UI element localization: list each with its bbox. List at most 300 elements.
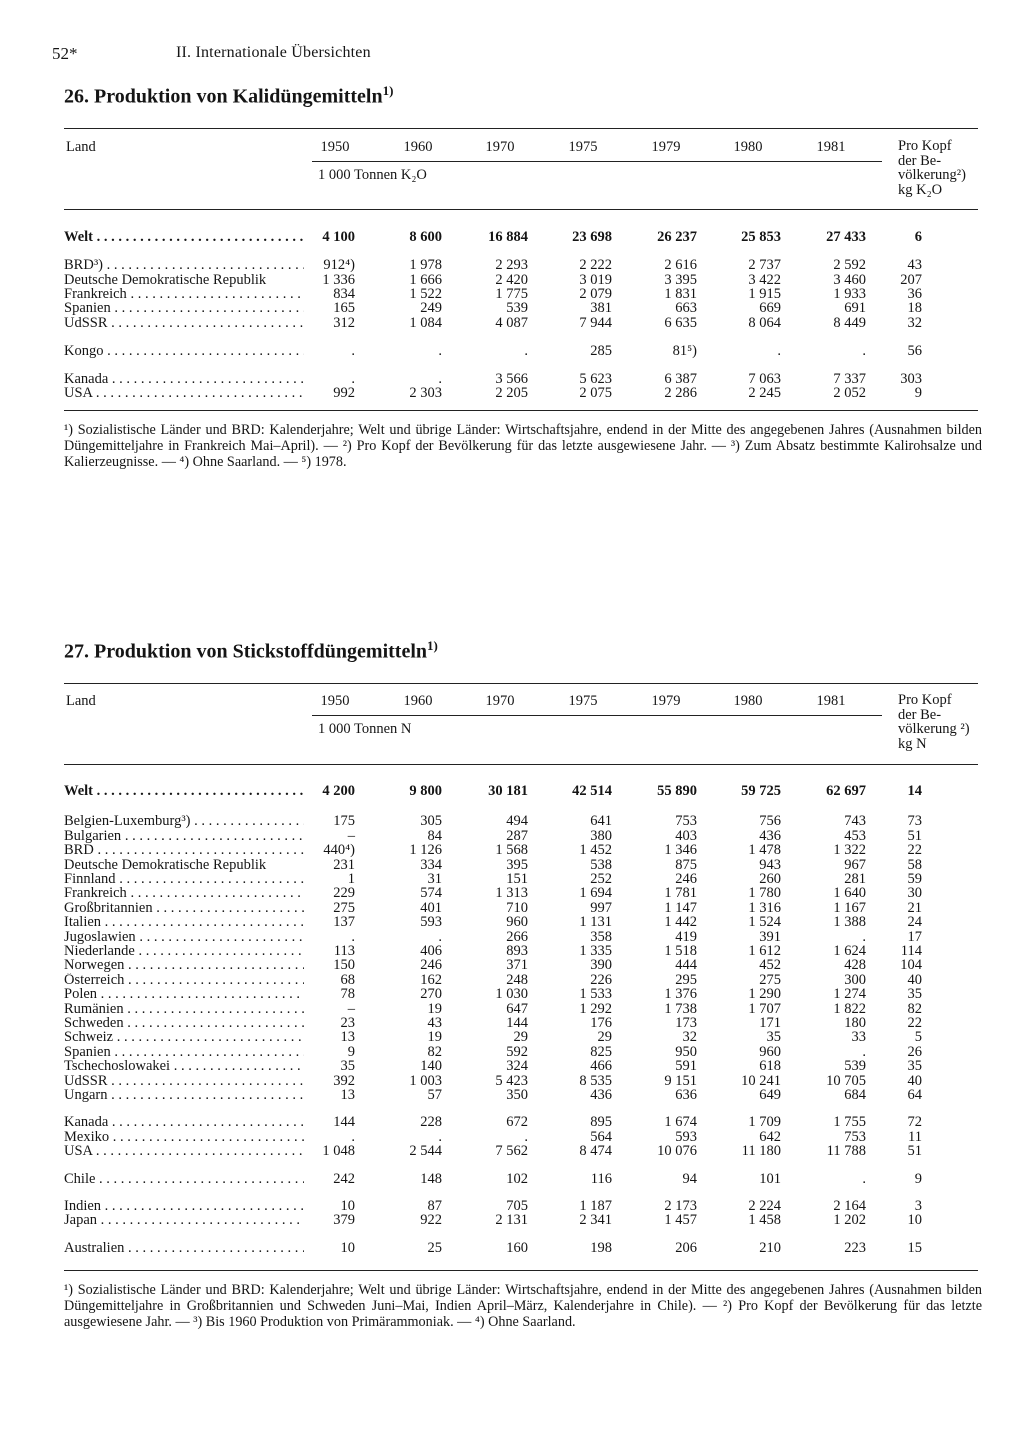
value-cell: 29 xyxy=(513,1029,528,1046)
country-label: Belgien-Luxemburg³) . . . xyxy=(64,814,304,829)
value-cell: 1 458 xyxy=(748,1212,781,1229)
value-cell: 312 xyxy=(333,314,355,331)
value-cell: . xyxy=(351,371,355,388)
table27-bottom-rule xyxy=(64,1270,978,1271)
value-cell: 1 694 xyxy=(579,885,612,902)
value-cell: 2 079 xyxy=(579,285,612,302)
country-label: Frankreich . . . xyxy=(64,886,304,901)
value-cell: 246 xyxy=(675,871,697,887)
table26-header-rule xyxy=(64,209,978,210)
value-cell: 26 237 xyxy=(657,229,697,245)
value-cell: 260 xyxy=(759,871,781,887)
value-cell: 440⁴) xyxy=(323,842,355,859)
table27-row xyxy=(64,973,956,988)
country-label: Deutsche Demokratische Republik xyxy=(64,857,267,873)
value-cell: 223 xyxy=(844,1239,866,1256)
table27-footnote: ¹) Sozialistische Länder und BRD: Kalenderjahre; Welt und übrige Länder: Wirtschaftsjahre, endend in der Mitte des angegebenen Jahres (Ausnahmen bilden Düngemitteljahre in Großbritannien und Schweden Juni–Mai, Indien April–März, Kalenderjahre in Chile). — ²) Pro Kopf der Bevölkerung für das letzte ausgewiesene Jahr. — ³) Bis 1960 Produktion von Primärammoniak. — ⁴) Ohne Saarland. xyxy=(64,1282,982,1330)
value-cell: 1 738 xyxy=(664,1000,697,1017)
value-cell: 19 xyxy=(427,1029,442,1046)
value-cell: 452 xyxy=(759,957,781,974)
value-cell: 252 xyxy=(590,871,612,887)
value-cell: 10 241 xyxy=(741,1072,781,1089)
value-cell: 756 xyxy=(759,813,781,830)
country-label: USA . . . xyxy=(64,386,304,401)
value-cell: 1 568 xyxy=(495,842,528,859)
value-cell: 2 293 xyxy=(495,257,528,274)
value-cell: 226 xyxy=(590,971,612,988)
value-cell: 641 xyxy=(590,813,612,830)
country-label: Norwegen . . . xyxy=(64,958,304,973)
value-cell: 967 xyxy=(844,856,866,873)
value-cell: 43 xyxy=(427,1015,442,1031)
table26-row xyxy=(64,273,956,288)
value-cell: 150 xyxy=(333,957,355,974)
value-cell: 10 xyxy=(340,1239,355,1256)
table27-row xyxy=(64,915,956,930)
value-cell: 2 164 xyxy=(833,1198,866,1214)
per-capita-cell: 18 xyxy=(907,300,922,317)
value-cell: 1 131 xyxy=(579,914,612,931)
country-label: Schweden . . . xyxy=(64,1016,304,1031)
value-cell: 6 635 xyxy=(664,314,697,331)
country-label: BRD . . . xyxy=(64,843,304,858)
value-cell: 144 xyxy=(506,1015,528,1031)
value-cell: 82 xyxy=(427,1043,442,1060)
value-cell: 1 048 xyxy=(322,1143,355,1160)
country-label: Österreich . . . xyxy=(64,973,304,988)
per-capita-cell: 40 xyxy=(907,971,922,988)
table26-row xyxy=(64,258,956,273)
per-capita-cell: 10 xyxy=(907,1212,922,1229)
table27-row xyxy=(64,1199,956,1214)
table27-title xyxy=(64,638,438,664)
per-capita-cell: 114 xyxy=(900,943,922,959)
table27-row xyxy=(64,1115,956,1130)
table27-row xyxy=(64,1074,956,1089)
value-cell: 379 xyxy=(333,1212,355,1229)
value-cell: 2 205 xyxy=(495,385,528,402)
value-cell: 663 xyxy=(675,300,697,317)
table27-year-header: 1970 xyxy=(485,693,515,709)
country-label: Italien . . . xyxy=(64,915,304,930)
value-cell: 1 376 xyxy=(664,986,697,1003)
value-cell: 10 076 xyxy=(657,1143,697,1160)
value-cell: 371 xyxy=(506,957,528,974)
value-cell: 57 xyxy=(427,1087,442,1103)
value-cell: 403 xyxy=(675,827,697,844)
value-cell: 453 xyxy=(844,827,866,844)
value-cell: 5 423 xyxy=(495,1072,528,1089)
table26-footnote: ¹) Sozialistische Länder und BRD: Kalenderjahre; Welt und übrige Länder: Wirtschaftsjahre, endend in der Mitte des angegebenen Jahres (Ausnahmen bilden Düngemitteljahre in Frankreich Mai–April). — ²) Pro Kopf der Bevölkerung für das letzte ausgewiesene Jahr. — ³) Zum Absatz bestimmte Kalirohsalze und Kalierzeugnisse. — ⁴) Ohne Saarland. — ⁵) 1978. xyxy=(64,422,982,470)
table27-row xyxy=(64,784,956,799)
per-capita-cell: 14 xyxy=(907,783,922,799)
table27-year-header: 1979 xyxy=(651,693,681,709)
value-cell: 743 xyxy=(844,813,866,830)
country-label: Kanada . . . xyxy=(64,1115,304,1130)
country-label: Spanien . . . xyxy=(64,301,304,316)
table27-top-rule xyxy=(64,683,978,684)
value-cell: 1 781 xyxy=(664,885,697,902)
country-label: Welt . . . xyxy=(64,230,304,245)
table27-row xyxy=(64,944,956,959)
value-cell: 574 xyxy=(420,885,442,902)
value-cell: 175 xyxy=(333,813,355,830)
value-cell: 3 460 xyxy=(833,271,866,288)
table26-year-header: 1980 xyxy=(733,139,763,155)
per-capita-cell: 303 xyxy=(900,371,922,388)
value-cell: . xyxy=(351,342,355,359)
value-cell: 1 780 xyxy=(748,885,781,902)
value-cell: 539 xyxy=(844,1058,866,1075)
value-cell: 84 xyxy=(427,827,442,844)
per-capita-cell: 73 xyxy=(907,813,922,830)
value-cell: 281 xyxy=(844,871,866,887)
table26-perhead-line: Pro Kopf xyxy=(898,138,952,154)
country-label: Kongo . . . xyxy=(64,344,304,359)
value-cell: . xyxy=(862,928,866,945)
value-cell: 1 274 xyxy=(833,986,866,1003)
value-cell: 4 200 xyxy=(322,783,355,799)
table27-row xyxy=(64,1213,956,1228)
value-cell: 7 562 xyxy=(495,1143,528,1160)
value-cell: 2 341 xyxy=(579,1212,612,1229)
per-capita-cell: 104 xyxy=(900,957,922,974)
value-cell: 55 890 xyxy=(657,783,697,799)
value-cell: 2 544 xyxy=(409,1143,442,1160)
country-label: Finnland . . . xyxy=(64,872,304,887)
value-cell: 1 612 xyxy=(748,943,781,959)
value-cell: 198 xyxy=(590,1239,612,1256)
value-cell: 275 xyxy=(333,899,355,916)
value-cell: 5 623 xyxy=(579,371,612,388)
value-cell: 1 533 xyxy=(579,986,612,1003)
table27-title-text: Produktion von Stickstoffdüngemitteln xyxy=(94,640,428,663)
per-capita-cell: 21 xyxy=(907,899,922,916)
table26-perhead-line: völkerung²) xyxy=(898,167,966,183)
section-title: II. Internationale Übersichten xyxy=(176,44,371,61)
value-cell: 466 xyxy=(590,1058,612,1075)
value-cell: 1 442 xyxy=(664,914,697,931)
value-cell: 647 xyxy=(506,1000,528,1017)
value-cell: . xyxy=(351,928,355,945)
value-cell: . xyxy=(438,371,442,388)
per-capita-cell: 51 xyxy=(907,1143,922,1160)
value-cell: 295 xyxy=(675,971,697,988)
value-cell: 591 xyxy=(675,1058,697,1075)
value-cell: 144 xyxy=(333,1114,355,1131)
table26-perhead-line: kg K₂O xyxy=(898,181,943,198)
table27-header-subrule xyxy=(312,715,882,716)
value-cell: 436 xyxy=(759,827,781,844)
value-cell: 943 xyxy=(759,856,781,873)
table26-year-header: 1950 xyxy=(320,139,350,155)
value-cell: 3 019 xyxy=(579,271,612,288)
value-cell: 87 xyxy=(427,1198,442,1214)
table27-row xyxy=(64,814,956,829)
value-cell: – xyxy=(347,827,355,844)
per-capita-cell: 56 xyxy=(907,342,922,359)
value-cell: 960 xyxy=(506,914,528,931)
value-cell: 35 xyxy=(766,1029,781,1046)
value-cell: 912⁴) xyxy=(323,257,355,274)
value-cell: 1 167 xyxy=(833,899,866,916)
table26-row xyxy=(64,316,956,331)
country-label: Schweiz . . . xyxy=(64,1030,304,1045)
table27-year-header: 1981 xyxy=(816,693,846,709)
table27-row xyxy=(64,886,956,901)
value-cell: 137 xyxy=(333,914,355,931)
per-capita-cell: 9 xyxy=(914,1170,922,1187)
value-cell: 206 xyxy=(675,1239,697,1256)
table26-title-text: Produktion von Kalidüngemitteln xyxy=(94,85,383,108)
value-cell: 401 xyxy=(420,899,442,916)
value-cell: 23 xyxy=(340,1015,355,1031)
table27-header-rule xyxy=(64,764,978,765)
value-cell: 285 xyxy=(590,342,612,359)
value-cell: 997 xyxy=(590,899,612,916)
value-cell: 11 788 xyxy=(826,1143,866,1160)
value-cell: 16 884 xyxy=(488,229,528,245)
value-cell: 1 822 xyxy=(833,1000,866,1017)
value-cell: 334 xyxy=(420,856,442,873)
per-capita-cell: 22 xyxy=(907,842,922,859)
value-cell: 494 xyxy=(506,813,528,830)
value-cell: 231 xyxy=(333,856,355,873)
value-cell: 9 151 xyxy=(664,1072,697,1089)
value-cell: 78 xyxy=(340,986,355,1003)
value-cell: 2 052 xyxy=(833,385,866,402)
value-cell: 2 737 xyxy=(748,257,781,274)
value-cell: 33 xyxy=(851,1029,866,1046)
per-capita-cell: 22 xyxy=(907,1015,922,1031)
value-cell: 180 xyxy=(844,1015,866,1031)
value-cell: 29 xyxy=(597,1029,612,1046)
table27-row xyxy=(64,1130,956,1145)
value-cell: 242 xyxy=(333,1170,355,1187)
table27-row xyxy=(64,1002,956,1017)
value-cell: 2 303 xyxy=(409,385,442,402)
value-cell: 1 346 xyxy=(664,842,697,859)
value-cell: . xyxy=(862,1170,866,1187)
table26-bottom-rule xyxy=(64,410,978,411)
value-cell: 1 003 xyxy=(409,1072,442,1089)
table27-row xyxy=(64,958,956,973)
value-cell: 102 xyxy=(506,1170,528,1187)
value-cell: 228 xyxy=(420,1114,442,1131)
table27-year-header: 1960 xyxy=(403,693,433,709)
value-cell: 705 xyxy=(506,1198,528,1214)
table27-perhead-line: kg N xyxy=(898,735,927,752)
table26-year-header: 1975 xyxy=(568,139,598,155)
table26-perhead-line: der Be- xyxy=(898,152,942,169)
value-cell: . xyxy=(351,1128,355,1145)
value-cell: . xyxy=(777,342,781,359)
value-cell: 593 xyxy=(420,914,442,931)
country-label: Kanada . . . xyxy=(64,372,304,387)
value-cell: 68 xyxy=(340,971,355,988)
value-cell: 6 387 xyxy=(664,371,697,388)
value-cell: 395 xyxy=(506,856,528,873)
value-cell: 113 xyxy=(333,943,355,959)
value-cell: 4 100 xyxy=(322,229,355,245)
country-label: Tschechoslowakei . . . xyxy=(64,1059,304,1074)
value-cell: 210 xyxy=(759,1239,781,1256)
value-cell: 173 xyxy=(675,1015,697,1031)
value-cell: 1 709 xyxy=(748,1114,781,1131)
value-cell: 1 915 xyxy=(748,285,781,302)
value-cell: 275 xyxy=(759,971,781,988)
table27-row xyxy=(64,930,956,945)
value-cell: 8 064 xyxy=(748,314,781,331)
value-cell: 1 335 xyxy=(579,943,612,959)
country-label: Ungarn . . . xyxy=(64,1088,304,1103)
per-capita-cell: 35 xyxy=(907,986,922,1003)
table27-row xyxy=(64,1045,956,1060)
table26-number: 26. xyxy=(64,85,89,108)
value-cell: 950 xyxy=(675,1043,697,1060)
table26-row xyxy=(64,344,956,359)
table27-perhead-line: völkerung ²) xyxy=(898,721,970,737)
per-capita-cell: 36 xyxy=(907,285,922,302)
table27-row xyxy=(64,901,956,916)
per-capita-cell: 30 xyxy=(907,885,922,902)
value-cell: 249 xyxy=(420,300,442,317)
value-cell: 1 457 xyxy=(664,1212,697,1229)
table26-row xyxy=(64,230,956,245)
value-cell: 171 xyxy=(759,1015,781,1031)
value-cell: 1 292 xyxy=(579,1000,612,1017)
value-cell: 380 xyxy=(590,827,612,844)
table27-unit: 1 000 Tonnen N xyxy=(318,721,412,737)
table26-row xyxy=(64,386,956,401)
value-cell: 1 084 xyxy=(409,314,442,331)
value-cell: 1 524 xyxy=(748,914,781,931)
value-cell: 350 xyxy=(506,1087,528,1103)
value-cell: 246 xyxy=(420,957,442,974)
value-cell: 1 978 xyxy=(409,257,442,274)
value-cell: 7 337 xyxy=(833,371,866,388)
per-capita-cell: 9 xyxy=(914,385,922,402)
table27-row xyxy=(64,1088,956,1103)
per-capita-cell: 207 xyxy=(900,271,922,288)
country-label: Spanien . . . xyxy=(64,1045,304,1060)
table27-row xyxy=(64,1172,956,1187)
value-cell: 2 286 xyxy=(664,385,697,402)
table27-year-header: 1950 xyxy=(320,693,350,709)
value-cell: 3 566 xyxy=(495,371,528,388)
value-cell: 649 xyxy=(759,1087,781,1103)
value-cell: 1 316 xyxy=(748,899,781,916)
value-cell: 162 xyxy=(420,971,442,988)
table27-row xyxy=(64,1241,956,1256)
value-cell: 642 xyxy=(759,1128,781,1145)
value-cell: 35 xyxy=(340,1058,355,1075)
value-cell: 13 xyxy=(340,1087,355,1103)
value-cell: 1 388 xyxy=(833,914,866,931)
value-cell: 538 xyxy=(590,856,612,873)
value-cell: 1 290 xyxy=(748,986,781,1003)
value-cell: 753 xyxy=(844,1128,866,1145)
value-cell: 1 640 xyxy=(833,885,866,902)
table27-year-header: 1975 xyxy=(568,693,598,709)
country-label: Indien . . . xyxy=(64,1199,304,1214)
value-cell: 19 xyxy=(427,1000,442,1017)
country-label: Welt . . . xyxy=(64,784,304,799)
table27-row xyxy=(64,843,956,858)
value-cell: 160 xyxy=(506,1239,528,1256)
value-cell: 1 755 xyxy=(833,1114,866,1131)
per-capita-cell: 15 xyxy=(907,1239,922,1256)
value-cell: 3 395 xyxy=(664,271,697,288)
per-capita-cell: 64 xyxy=(907,1087,922,1103)
value-cell: 444 xyxy=(675,957,697,974)
value-cell: 960 xyxy=(759,1043,781,1060)
per-capita-cell: 72 xyxy=(907,1114,922,1131)
table27-row xyxy=(64,858,956,873)
value-cell: 2 131 xyxy=(495,1212,528,1229)
value-cell: 27 433 xyxy=(826,229,866,245)
value-cell: 30 181 xyxy=(488,783,528,799)
table27-row xyxy=(64,1016,956,1031)
per-capita-cell: 11 xyxy=(908,1128,922,1145)
value-cell: 94 xyxy=(682,1170,697,1187)
value-cell: 25 853 xyxy=(741,229,781,245)
value-cell: 229 xyxy=(333,885,355,902)
value-cell: 9 800 xyxy=(409,783,442,799)
per-capita-cell: 26 xyxy=(907,1043,922,1060)
value-cell: 669 xyxy=(759,300,781,317)
per-capita-cell: 32 xyxy=(907,314,922,331)
table26-header-subrule xyxy=(312,161,882,162)
table26-title-note: 1) xyxy=(382,83,394,98)
value-cell: 1 030 xyxy=(495,986,528,1003)
value-cell: 42 514 xyxy=(572,783,612,799)
value-cell: 32 xyxy=(682,1029,697,1046)
country-label: Japan . . . xyxy=(64,1213,304,1228)
value-cell: 8 535 xyxy=(579,1072,612,1089)
table26-year-header: 1960 xyxy=(403,139,433,155)
value-cell: 691 xyxy=(844,300,866,317)
value-cell: 593 xyxy=(675,1128,697,1145)
value-cell: 1 666 xyxy=(409,271,442,288)
value-cell: 1 478 xyxy=(748,842,781,859)
value-cell: . xyxy=(438,928,442,945)
country-label: Polen . . . xyxy=(64,987,304,1002)
table26-unit: 1 000 Tonnen K₂O xyxy=(318,167,427,183)
table27-row xyxy=(64,1059,956,1074)
value-cell: 922 xyxy=(420,1212,442,1229)
value-cell: . xyxy=(862,342,866,359)
table26-row xyxy=(64,301,956,316)
value-cell: 13 xyxy=(340,1029,355,1046)
value-cell: . xyxy=(524,342,528,359)
value-cell: 270 xyxy=(420,986,442,1003)
country-label: Chile . . . xyxy=(64,1172,304,1187)
value-cell: 305 xyxy=(420,813,442,830)
value-cell: 7 944 xyxy=(579,314,612,331)
value-cell: 564 xyxy=(590,1128,612,1145)
value-cell: 1 336 xyxy=(322,271,355,288)
value-cell: 10 xyxy=(340,1198,355,1214)
value-cell: 2 222 xyxy=(579,257,612,274)
value-cell: 151 xyxy=(506,871,528,887)
value-cell: 2 592 xyxy=(833,257,866,274)
value-cell: 2 245 xyxy=(748,385,781,402)
value-cell: 11 180 xyxy=(741,1143,781,1160)
value-cell: 248 xyxy=(506,971,528,988)
country-label: UdSSR . . . xyxy=(64,316,304,331)
value-cell: 381 xyxy=(590,300,612,317)
